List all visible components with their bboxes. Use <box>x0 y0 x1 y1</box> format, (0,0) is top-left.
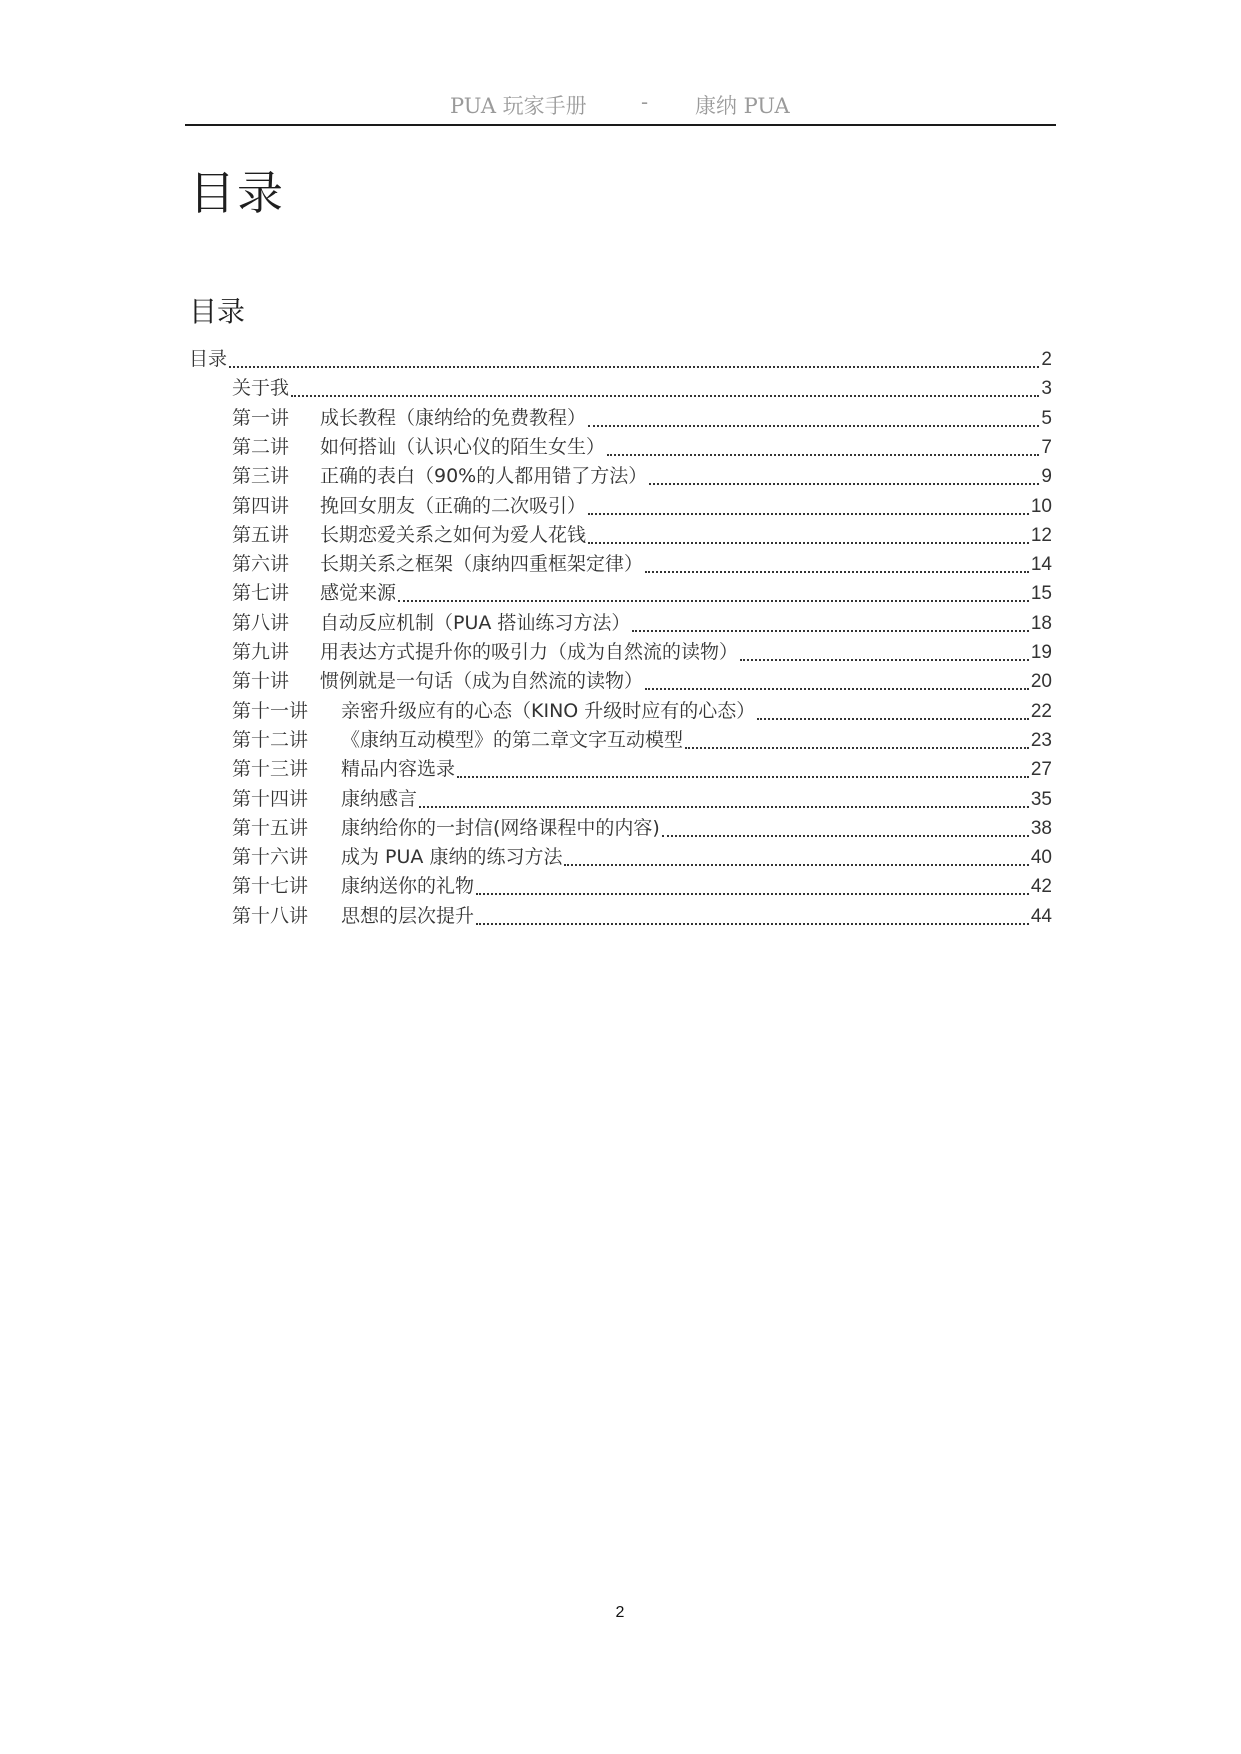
header-book-title: PUA 玩家手册 <box>450 94 587 118</box>
toc-entry-page: 15 <box>1030 583 1052 605</box>
toc-dot-leader <box>588 512 1029 515</box>
toc-dot-leader <box>632 629 1028 632</box>
toc-dot-leader <box>645 687 1029 690</box>
toc-entry-number: 第五讲 <box>232 523 290 546</box>
toc-entry-number: 第十四讲 <box>232 787 309 810</box>
toc-entry-number: 第十五讲 <box>232 816 309 839</box>
toc-entry-text: 成为 PUA 康纳的练习方法 <box>341 846 563 869</box>
toc-heading: 目录 <box>189 295 246 328</box>
toc-dot-leader <box>564 863 1028 866</box>
toc-entry[interactable] <box>232 637 1052 667</box>
toc-entry-top[interactable] <box>189 344 1052 374</box>
toc-dot-leader <box>398 599 1029 602</box>
toc-entry[interactable] <box>232 578 1052 608</box>
toc-entry[interactable] <box>232 784 1052 814</box>
toc-entry-page: 9 <box>1041 466 1052 488</box>
toc-entry-page: 5 <box>1041 407 1052 429</box>
toc-entry[interactable] <box>232 725 1052 755</box>
toc-entry-text: 感觉来源 <box>320 582 397 605</box>
toc-entry-number: 第十六讲 <box>232 846 309 869</box>
toc-entry-page: 22 <box>1030 700 1052 722</box>
toc-dot-leader <box>229 365 1039 368</box>
toc-entry-number: 第二讲 <box>232 435 290 458</box>
toc-entry-text: 康纳送你的礼物 <box>341 875 475 898</box>
page-title: 目录 <box>189 166 285 220</box>
toc-entry-page: 3 <box>1041 378 1052 400</box>
toc-dot-leader <box>685 746 1029 749</box>
toc-entry-page: 14 <box>1030 554 1052 576</box>
toc-dot-leader <box>291 394 1039 397</box>
toc-entry-number: 第十讲 <box>232 670 290 693</box>
toc-entry-text: 亲密升级应有的心态（KINO 升级时应有的心态） <box>341 699 756 722</box>
toc-dot-leader <box>476 922 1029 925</box>
toc-entry[interactable] <box>232 813 1052 843</box>
toc-entry-number: 第十八讲 <box>232 904 309 927</box>
toc-entry-number: 第十七讲 <box>232 875 309 898</box>
toc-dot-leader <box>476 892 1029 895</box>
toc-entry-text: 如何搭讪（认识心仪的陌生女生） <box>320 435 606 458</box>
toc-entry[interactable] <box>232 520 1052 550</box>
page-number: 2 <box>615 1604 625 1621</box>
toc-dot-leader <box>645 570 1029 573</box>
toc-entry-text: 康纳给你的一封信(网络课程中的内容) <box>341 816 660 839</box>
toc-dot-leader <box>649 482 1039 485</box>
toc-entry-number: 第十一讲 <box>232 699 309 722</box>
toc-entry[interactable] <box>232 754 1052 784</box>
toc-dot-leader <box>419 805 1029 808</box>
toc-dot-leader <box>457 775 1029 778</box>
toc-entry[interactable] <box>232 842 1052 872</box>
toc-entry-number: 第六讲 <box>232 553 290 576</box>
toc-dot-leader <box>607 453 1039 456</box>
toc-entry[interactable] <box>232 491 1052 521</box>
toc-entry-number: 第三讲 <box>232 465 290 488</box>
toc-entry-page: 42 <box>1030 876 1052 898</box>
toc-entry-text: 正确的表白（90%的人都用错了方法） <box>320 465 648 488</box>
toc-entry[interactable] <box>232 871 1052 901</box>
header-separator: - <box>641 90 649 114</box>
toc-entry-text: 精品内容选录 <box>341 758 456 781</box>
toc-entry-number: 第四讲 <box>232 494 290 517</box>
toc-entry-text: 目录 <box>189 348 228 370</box>
toc-entry-page: 19 <box>1030 642 1052 663</box>
toc-dot-leader <box>588 424 1039 427</box>
toc-entry-page: 27 <box>1030 759 1052 781</box>
toc-entry[interactable] <box>232 696 1052 726</box>
toc-entry-page: 10 <box>1030 495 1052 517</box>
toc-entry-text: 长期关系之框架（康纳四重框架定律） <box>320 553 644 576</box>
toc-entry-text: 挽回女朋友（正确的二次吸引） <box>320 494 587 517</box>
toc-entry-text: 自动反应机制（PUA 搭讪练习方法） <box>320 611 631 634</box>
toc-entry-number: 第十三讲 <box>232 758 309 781</box>
toc-entry[interactable] <box>232 608 1052 638</box>
header-author: 康纳 PUA <box>695 94 790 118</box>
toc-entry-page: 44 <box>1030 905 1052 927</box>
toc-entry-page: 2 <box>1041 349 1052 370</box>
toc-dot-leader <box>588 541 1029 544</box>
toc-entry-text: 关于我 <box>232 377 290 400</box>
toc-entry-text: 成长教程（康纳给的免费教程） <box>320 406 587 429</box>
toc-entry-text: 用表达方式提升你的吸引力（成为自然流的读物） <box>320 641 739 663</box>
toc-entry-text: 康纳感言 <box>341 787 418 810</box>
toc-entry-text: 长期恋爱关系之如何为爱人花钱 <box>320 523 587 546</box>
toc-dot-leader <box>757 717 1029 720</box>
toc-entry-number: 第十二讲 <box>232 728 309 751</box>
toc-entry-page: 20 <box>1030 671 1052 693</box>
page-header <box>185 86 1056 126</box>
toc-entry[interactable] <box>232 666 1052 696</box>
toc-dot-leader <box>740 658 1029 661</box>
toc-entry-page: 23 <box>1030 729 1052 751</box>
toc-entry-page: 7 <box>1041 436 1052 458</box>
toc-entry-page: 18 <box>1030 612 1052 634</box>
toc-entry-number: 第九讲 <box>232 641 290 663</box>
toc-entry[interactable] <box>232 901 1052 931</box>
toc-entry-text: 《康纳互动模型》的第二章文字互动模型 <box>341 728 684 751</box>
toc-entry-number: 第七讲 <box>232 582 290 605</box>
toc-entry-number: 第八讲 <box>232 611 290 634</box>
toc-entry-page: 35 <box>1030 788 1052 810</box>
toc-entry[interactable] <box>232 549 1052 579</box>
toc-dot-leader <box>662 834 1029 837</box>
toc-entry[interactable] <box>232 403 1052 433</box>
toc-entry[interactable] <box>232 432 1052 462</box>
toc-entry[interactable] <box>232 373 1052 403</box>
toc-entry-text: 思想的层次提升 <box>341 904 475 927</box>
toc-entry[interactable] <box>232 461 1052 491</box>
toc-entry-page: 38 <box>1030 817 1052 839</box>
toc-entry-page: 40 <box>1030 847 1052 869</box>
toc-entry-text: 惯例就是一句话（成为自然流的读物） <box>320 670 644 693</box>
toc-entry-number: 第一讲 <box>232 406 290 429</box>
toc-entry-page: 12 <box>1030 524 1052 546</box>
